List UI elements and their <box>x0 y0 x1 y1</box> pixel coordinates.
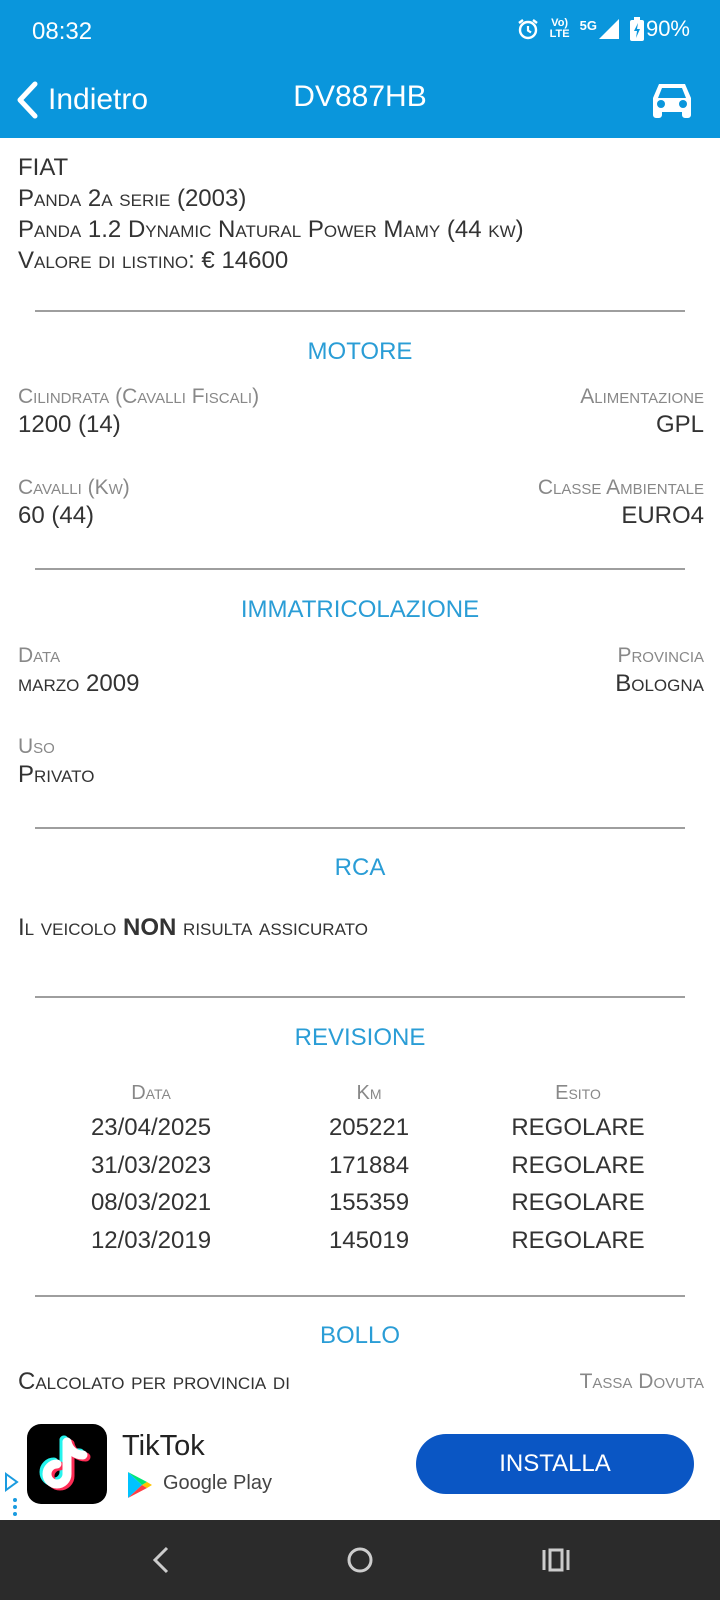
uso-value: Privato <box>18 761 95 788</box>
provincia-label: Provincia <box>617 644 704 667</box>
bollo-calcolato-label: Calcolato per provincia di <box>18 1368 290 1395</box>
section-title-immatricolazione: IMMATRICOLAZIONE <box>240 596 480 623</box>
table-cell: REGOLARE <box>511 1226 645 1254</box>
tassa-dovuta-label: Tassa Dovuta <box>579 1370 704 1393</box>
alarm-icon <box>516 17 540 41</box>
cilindrata-label: Cilindrata (Cavalli Fiscali) <box>18 385 260 408</box>
rca-status-emphasis: NON <box>123 914 177 941</box>
table-cell: 205221 <box>328 1114 410 1141</box>
cavalli-label: Cavalli (Kw) <box>18 476 130 499</box>
chevron-left-icon <box>14 80 40 120</box>
column-header: Data <box>131 1082 171 1104</box>
ad-banner[interactable] <box>0 1406 720 1520</box>
column-km <box>279 1082 459 1259</box>
table-cell: 08/03/2021 <box>90 1189 212 1216</box>
install-button[interactable]: INSTALLA <box>416 1434 694 1494</box>
column-data <box>61 1082 241 1259</box>
google-play-icon <box>124 1470 154 1500</box>
car-icon[interactable] <box>648 78 696 122</box>
cavalli-value: 60 (44) <box>18 502 95 529</box>
rca-status: Il veicolo NON risulta assicurato <box>18 914 368 941</box>
table-cell: 155359 <box>328 1189 410 1216</box>
nav-home-icon[interactable] <box>338 1540 382 1580</box>
section-title-rca: RCA <box>334 854 386 881</box>
table-cell: 145019 <box>328 1226 410 1254</box>
vehicle-details <box>0 138 720 1406</box>
ad-choices-icon[interactable] <box>4 1472 20 1518</box>
divider <box>35 568 685 570</box>
column-esito <box>488 1082 668 1259</box>
section-title-bollo: BOLLO <box>319 1322 401 1349</box>
battery-percent: 90% <box>645 16 690 41</box>
classe-label: Classe Ambientale <box>537 476 704 499</box>
table-cell: 12/03/2019 <box>90 1226 212 1254</box>
divider <box>35 827 685 829</box>
ad-app-name: TikTok <box>122 1430 205 1462</box>
vehicle-version: Panda 1.2 Dynamic Natural Power Mamy (44 kw) <box>18 216 524 243</box>
table-cell: REGOLARE <box>511 1151 645 1179</box>
status-icons <box>516 16 690 42</box>
back-label: Indietro <box>48 83 149 116</box>
status-time: 08:32 <box>32 18 93 45</box>
network-type: 5G <box>579 18 597 33</box>
column-header: Km <box>356 1082 382 1104</box>
table-cell: 23/04/2025 <box>90 1114 212 1141</box>
data-label: Data <box>18 644 61 667</box>
divider <box>35 310 685 312</box>
uso-label: Uso <box>18 735 55 758</box>
section-title-motore: MOTORE <box>307 338 413 365</box>
classe-value: EURO4 <box>621 502 704 529</box>
battery-icon <box>630 17 644 41</box>
back-button[interactable] <box>14 78 148 122</box>
signal-icon <box>598 18 620 40</box>
provincia-value: Bologna <box>615 670 704 697</box>
system-nav-bar <box>0 1520 720 1600</box>
table-cell: REGOLARE <box>511 1114 645 1141</box>
vehicle-model: Panda 2a serie (2003) <box>18 185 247 212</box>
table-cell: 31/03/2023 <box>90 1151 212 1179</box>
cilindrata-value: 1200 (14) <box>18 411 121 438</box>
volte-icon: Vo) LTE <box>549 17 570 40</box>
alimentazione-value: GPL <box>655 411 704 438</box>
table-cell: 171884 <box>328 1151 410 1179</box>
vehicle-make: FIAT <box>18 154 69 181</box>
page-title: DV887HB <box>293 80 427 113</box>
app-bar <box>0 64 720 138</box>
divider <box>35 1295 685 1297</box>
nav-recents-icon[interactable] <box>534 1540 578 1580</box>
tiktok-logo-icon[interactable] <box>27 1424 107 1504</box>
status-bar <box>0 0 720 64</box>
section-title-revisione: REVISIONE <box>294 1024 426 1051</box>
nav-back-icon[interactable] <box>140 1540 184 1580</box>
divider <box>35 996 685 998</box>
ad-store-name: Google Play <box>163 1472 272 1494</box>
table-cell: REGOLARE <box>511 1189 645 1216</box>
data-value: marzo 2009 <box>18 670 140 697</box>
vehicle-list-price: Valore di listino: € 14600 <box>18 247 289 274</box>
column-header: Esito <box>555 1082 601 1104</box>
vehicle-summary <box>18 152 720 276</box>
alimentazione-label: Alimentazione <box>580 385 704 408</box>
